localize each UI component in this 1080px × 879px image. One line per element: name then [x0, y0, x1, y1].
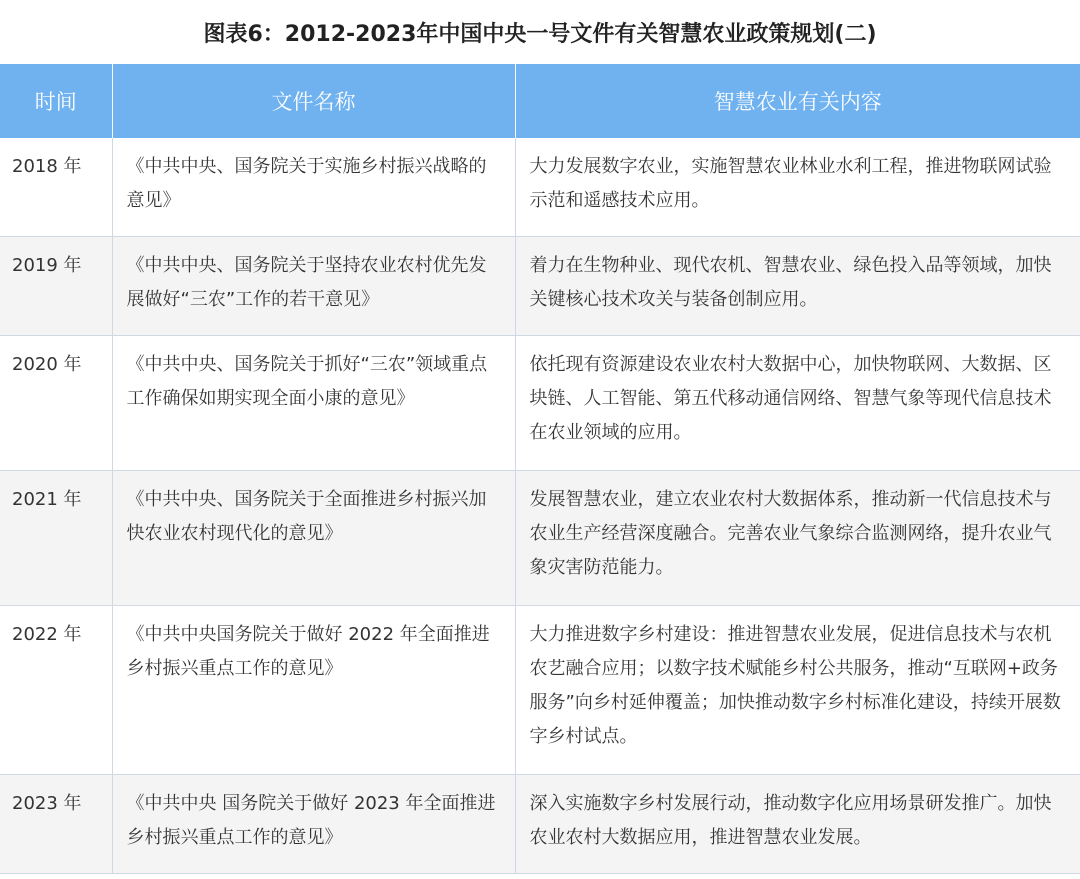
table-row	[0, 138, 1080, 237]
year-cell: 2020 年	[0, 336, 112, 471]
document-cell: 《中共中央、国务院关于全面推进乡村振兴加快农业农村现代化的意见》	[112, 471, 515, 606]
content-cell: 依托现有资源建设农业农村大数据中心，加快物联网、大数据、区块链、人工智能、第五代移动通信网络、智慧气象等现代信息技术在农业领域的应用。	[515, 336, 1080, 471]
column-header-document: 文件名称	[112, 64, 515, 138]
table-row	[0, 606, 1080, 775]
content-cell: 深入实施数字乡村发展行动，推动数字化应用场景研发推广。加快农业农村大数据应用，推进智慧农业发展。	[515, 775, 1080, 874]
document-cell: 《中共中央、国务院关于坚持农业农村优先发展做好“三农”工作的若干意见》	[112, 237, 515, 336]
content-cell: 发展智慧农业，建立农业农村大数据体系，推动新一代信息技术与农业生产经营深度融合。完善农业气象综合监测网络，提升农业气象灾害防范能力。	[515, 471, 1080, 606]
policy-table	[0, 64, 1080, 874]
page-title: 图表6：2012-2023年中国中央一号文件有关智慧农业政策规划(二)	[203, 21, 877, 47]
table-header-row	[0, 64, 1080, 138]
year-cell: 2018 年	[0, 138, 112, 237]
content-cell: 大力推进数字乡村建设：推进智慧农业发展，促进信息技术与农机农艺融合应用；以数字技术赋能乡村公共服务，推动“互联网+政务服务”向乡村延伸覆盖；加快推动数字乡村标准化建设，持续开展数字乡村试点。	[515, 606, 1080, 775]
table-row	[0, 471, 1080, 606]
content-cell: 大力发展数字农业，实施智慧农业林业水利工程，推进物联网试验示范和遥感技术应用。	[515, 138, 1080, 237]
table-row	[0, 775, 1080, 874]
column-header-content: 智慧农业有关内容	[515, 64, 1080, 138]
document-cell: 《中共中央 国务院关于做好 2023 年全面推进乡村振兴重点工作的意见》	[112, 775, 515, 874]
document-cell: 《中共中央国务院关于做好 2022 年全面推进乡村振兴重点工作的意见》	[112, 606, 515, 775]
table-row	[0, 336, 1080, 471]
table-row	[0, 237, 1080, 336]
year-cell: 2021 年	[0, 471, 112, 606]
document-cell: 《中共中央、国务院关于实施乡村振兴战略的意见》	[112, 138, 515, 237]
year-cell: 2023 年	[0, 775, 112, 874]
content-cell: 着力在生物种业、现代农机、智慧农业、绿色投入品等领域，加快关键核心技术攻关与装备创制应用。	[515, 237, 1080, 336]
column-header-time: 时间	[0, 64, 112, 138]
document-cell: 《中共中央、国务院关于抓好“三农”领域重点工作确保如期实现全面小康的意见》	[112, 336, 515, 471]
year-cell: 2022 年	[0, 606, 112, 775]
year-cell: 2019 年	[0, 237, 112, 336]
